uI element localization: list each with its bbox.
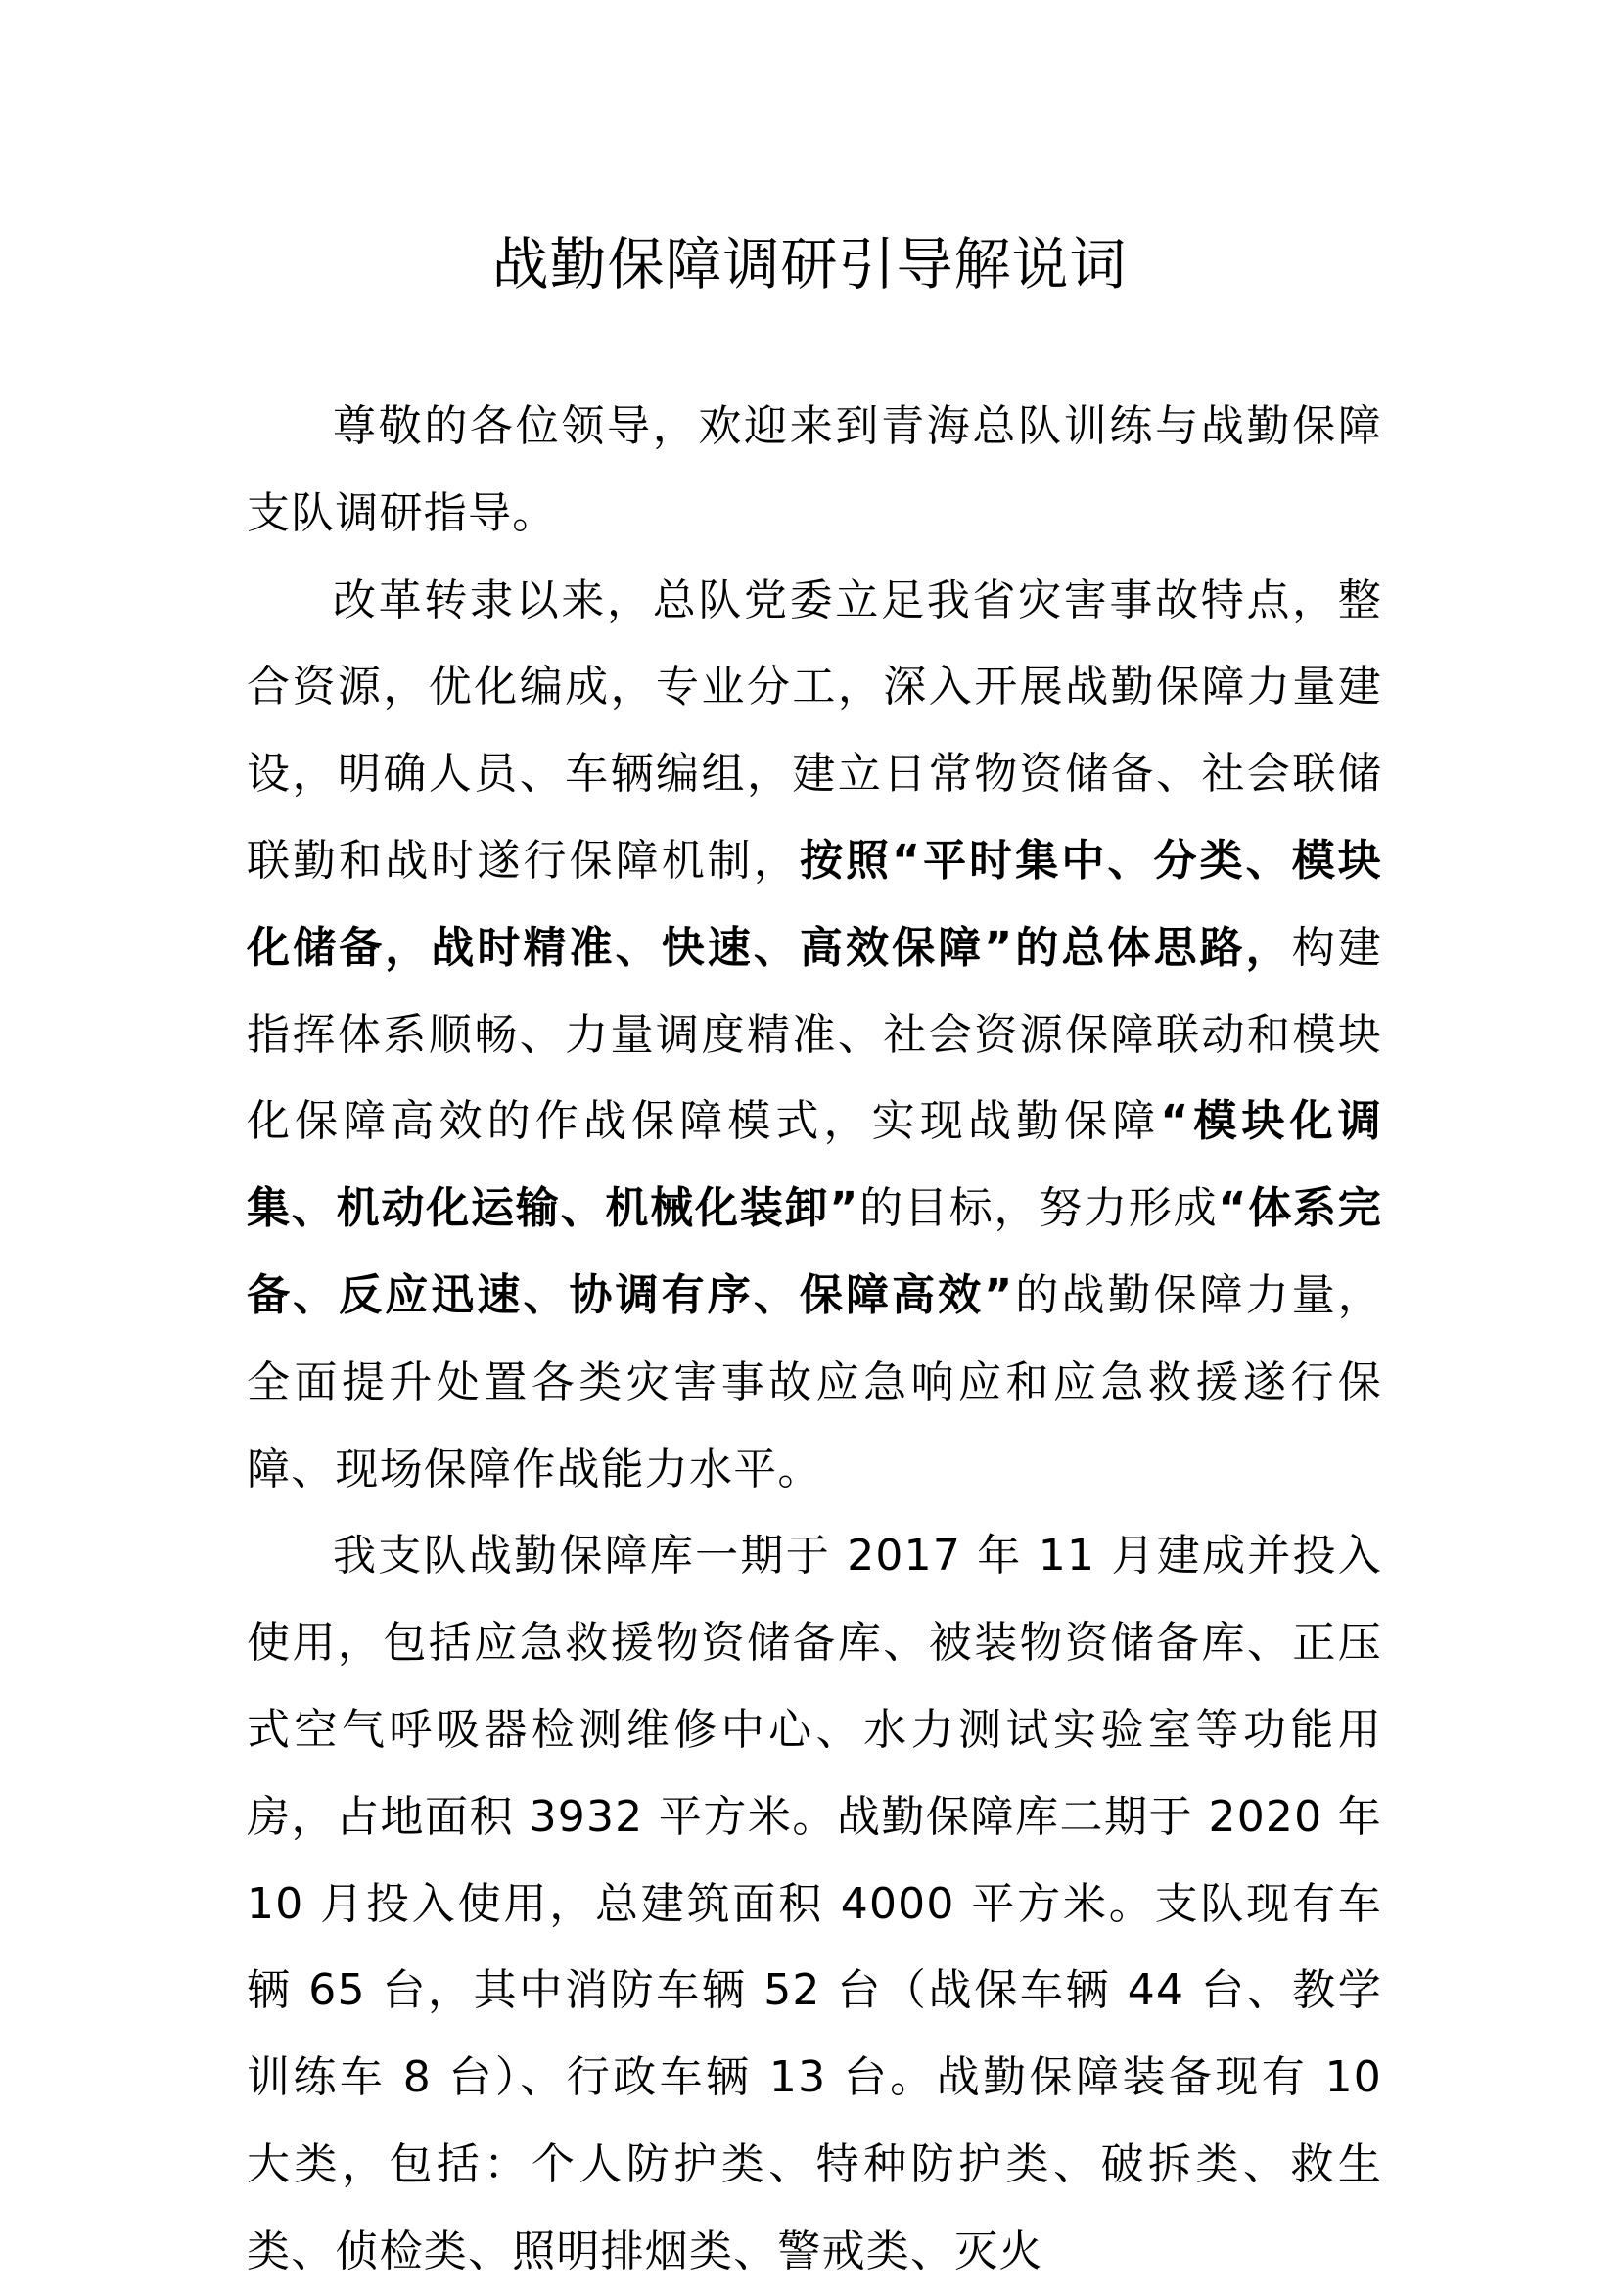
paragraph-facilities <box>247 1513 1382 2295</box>
document-body <box>247 384 1382 2296</box>
bold-emphasis-text: “模块化调集、机动化运输、机械化装卸” <box>247 1096 1382 1234</box>
bold-emphasis-text: “体系完备、反应迅速、协调有序、保障高效” <box>247 1183 1382 1320</box>
bold-emphasis-text: 按照“平时集中、分类、模块化储备，战时精准、快速、高效保障”的总体思路， <box>247 835 1382 973</box>
paragraph-text: 的战勤保障力量，全面提升处置各类灾害事故应急响应和应急救援遂行保障、现场保障作战能力水平。 <box>247 1269 1382 1494</box>
paragraph-text: 改革转隶以来，总队党委立足我省灾害事故特点，整合资源，优化编成，专业分工，深入开展战勤保障力量建设，明确人员、车辆编组，建立日常物资储备、社会联储联勤和战时遂行保障机制， <box>247 574 1382 886</box>
paragraph-text: 的目标，努力形成 <box>858 1183 1219 1234</box>
paragraph-text: 构建指挥体系顺畅、力量调度精准、社会资源保障联动和模块化保障高效的作战保障模式，实现战勤保障 <box>247 922 1382 1147</box>
document-title: 战勤保障调研引导解说词 <box>491 231 1128 298</box>
paragraph-greeting <box>247 384 1382 558</box>
paragraph-text: 我支队战勤保障库一期于 2017 年 11 月建成并投入使用，包括应急救援物资储备库、被装物资储备库、正压式空气呼吸器检测维修中心、水力测试实验室等功能用房，占地面积 3932 平方米。战勤保障库二期于 2020 年 10 月投入使用，总建筑面积 4000 平方米。支队现有车辆 65 台，其中消防车辆 52 台（战保车辆 44 台、教学训练车 8 台）、行政车辆 13 台。战勤保障装备现有 10 大类，包括：个人防护类、特种防护类、破拆类、救生类、侦检类、照明排烟类、警戒类、灭火 <box>247 1531 1382 2276</box>
paragraph-text: 尊敬的各位领导，欢迎来到青海总队训练与战勤保障支队调研指导。 <box>247 401 1382 538</box>
paragraph-overview <box>247 558 1382 1514</box>
